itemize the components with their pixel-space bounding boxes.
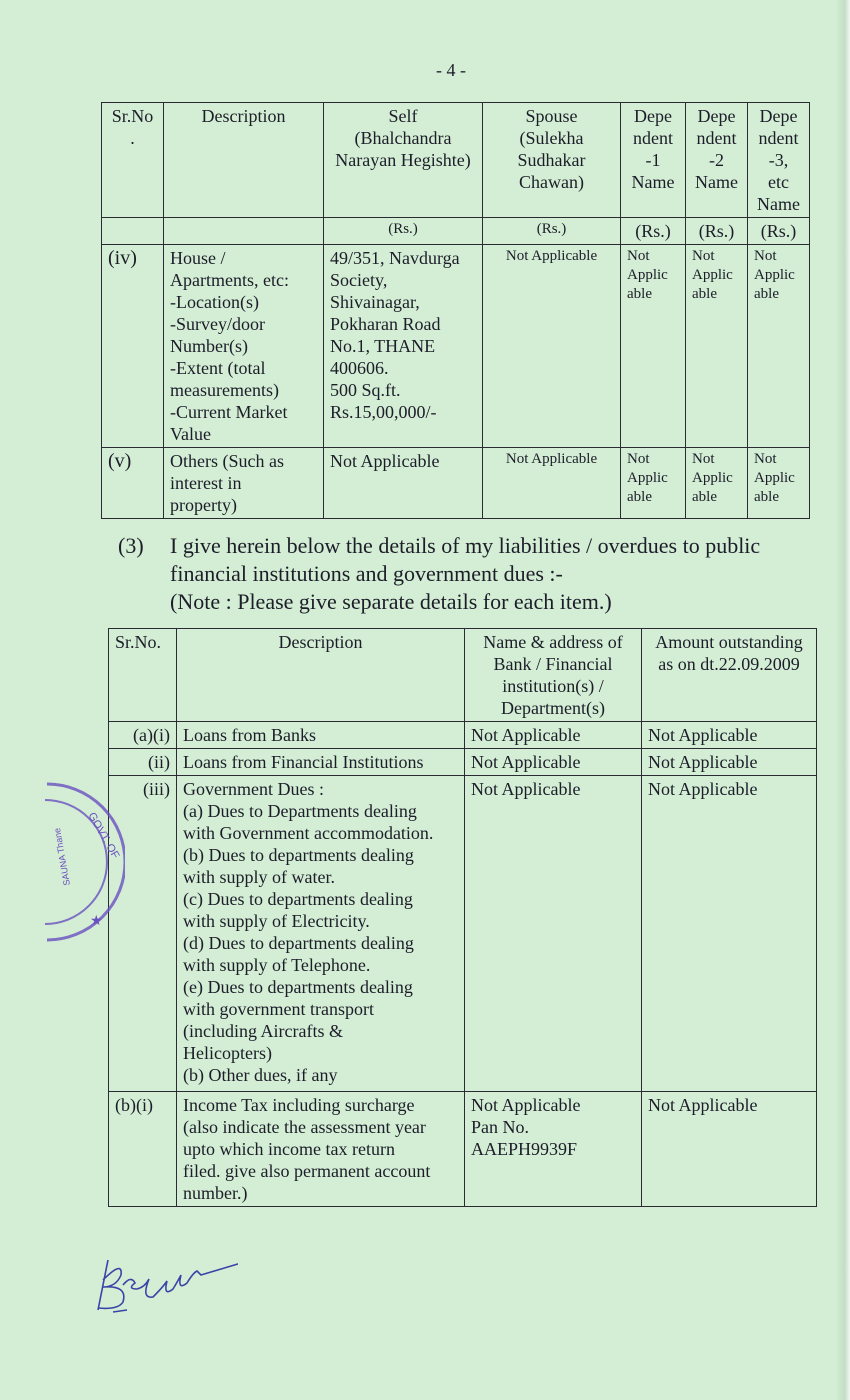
table-row	[109, 722, 817, 749]
sr-cell: (v)	[102, 448, 164, 519]
header-dependent-1: Depe ndent -1 Name	[621, 103, 686, 218]
spouse-cell: Not Applicable	[483, 245, 621, 448]
bank-cell: Not Applicable	[465, 722, 642, 749]
dependent-1-cell: Not Applic able	[621, 448, 686, 519]
sr-cell: (iii)	[109, 776, 177, 1092]
description-cell: Government Dues : (a) Dues to Departments dealing with Government accommodation. (b) Dues to departments dealing with supply of water. (c) Dues to departments dealing with supply of Electricity. (d) Dues to departments dealing with supply of Telephone. (e) Dues to departments dealing with government transport (including Aircrafts & Helicopters) (b) Other dues, if any	[177, 776, 465, 1092]
table-header-row	[109, 629, 817, 722]
header-dependent-2: Depe ndent -2 Name	[686, 103, 748, 218]
section-text: I give herein below the details of my liabilities / overdues to public financial institutions and government dues :- (Note : Please give separate details for each item.)	[170, 533, 761, 614]
liabilities-table	[108, 628, 817, 1207]
bank-cell: Not Applicable	[465, 749, 642, 776]
section-3	[118, 532, 818, 622]
header-self: Self (Bhalchandra Narayan Hegishte)	[324, 103, 483, 218]
svg-text:GOVT. OF: GOVT. OF	[85, 810, 122, 861]
self-cell: Not Applicable	[324, 448, 483, 519]
page-edge	[836, 0, 850, 1400]
description-cell: Loans from Financial Institutions	[177, 749, 465, 776]
svg-text:SAUNA Thane: SAUNA Thane	[51, 827, 72, 887]
unit-cell	[164, 218, 324, 245]
unit-cell	[102, 218, 164, 245]
unit-cell: (Rs.)	[686, 218, 748, 245]
header-bank: Name & address of Bank / Financial institution(s) / Department(s)	[465, 629, 642, 722]
unit-cell: (Rs.)	[483, 218, 621, 245]
official-stamp	[40, 775, 125, 955]
header-description: Description	[164, 103, 324, 218]
bank-cell: Not Applicable Pan No. AAEPH9939F	[465, 1092, 642, 1207]
sr-cell: (iv)	[102, 245, 164, 448]
spouse-cell: Not Applicable	[483, 448, 621, 519]
assets-table	[101, 102, 810, 519]
table-row	[109, 776, 817, 1092]
description-cell: House / Apartments, etc: -Location(s) -Survey/door Number(s) -Extent (total measurements) -Current Market Value	[164, 245, 324, 448]
description-cell: Loans from Banks	[177, 722, 465, 749]
header-description: Description	[177, 629, 465, 722]
description-cell: Income Tax including surcharge (also indicate the assessment year upto which income tax return filed. give also permanent account number.)	[177, 1092, 465, 1207]
section-number: (3)	[118, 533, 144, 558]
unit-cell: (Rs.)	[748, 218, 810, 245]
dependent-3-cell: Not Applic able	[748, 448, 810, 519]
units-row	[102, 218, 810, 245]
header-dependent-3: Depe ndent -3, etc Name	[748, 103, 810, 218]
svg-text:★: ★	[90, 912, 103, 928]
dependent-1-cell: Not Applic able	[621, 245, 686, 448]
signature	[78, 1250, 238, 1320]
unit-cell: (Rs.)	[324, 218, 483, 245]
dependent-2-cell: Not Applic able	[686, 448, 748, 519]
table-row	[109, 1092, 817, 1207]
sr-cell: (a)(i)	[109, 722, 177, 749]
header-spouse: Spouse (Sulekha Sudhakar Chawan)	[483, 103, 621, 218]
dependent-2-cell: Not Applic able	[686, 245, 748, 448]
amount-cell: Not Applicable	[642, 722, 817, 749]
self-cell: 49/351, Navdurga Society, Shivainagar, Pokharan Road No.1, THANE 400606. 500 Sq.ft. Rs.15,00,000/-	[324, 245, 483, 448]
page-number: - 4 -	[436, 60, 466, 80]
sr-cell: (ii)	[109, 749, 177, 776]
bank-cell: Not Applicable	[465, 776, 642, 1092]
table-row	[102, 245, 810, 448]
header-amount: Amount outstanding as on dt.22.09.2009	[642, 629, 817, 722]
sr-cell: (b)(i)	[109, 1092, 177, 1207]
description-cell: Others (Such as interest in property)	[164, 448, 324, 519]
amount-cell: Not Applicable	[642, 1092, 817, 1207]
dependent-3-cell: Not Applic able	[748, 245, 810, 448]
amount-cell: Not Applicable	[642, 749, 817, 776]
table-header-row	[102, 103, 810, 218]
header-sr-no: Sr.No .	[102, 103, 164, 218]
unit-cell: (Rs.)	[621, 218, 686, 245]
table-row	[109, 749, 817, 776]
amount-cell: Not Applicable	[642, 776, 817, 1092]
header-sr-no: Sr.No.	[109, 629, 177, 722]
table-row	[102, 448, 810, 519]
